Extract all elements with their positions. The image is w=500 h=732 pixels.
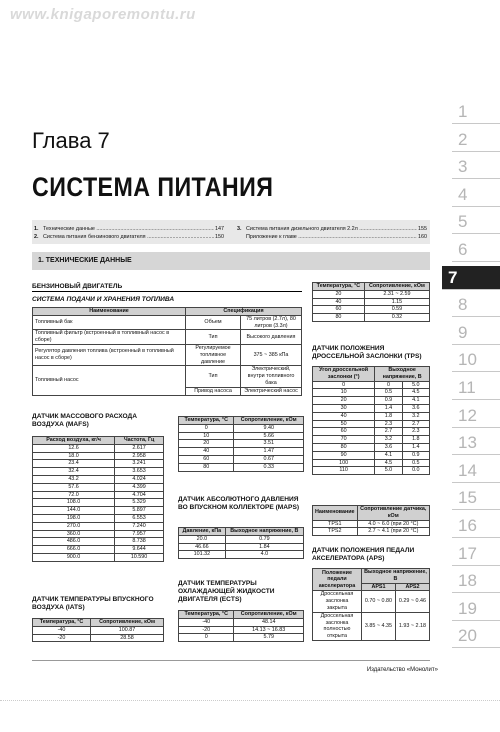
- table-cell: 0.67: [234, 455, 304, 463]
- table-cell: Топливный фильтр (встроенный в топливный насос в сборе): [33, 330, 186, 345]
- table-cell: 3.85 ~ 4.35: [362, 612, 396, 640]
- maps-table: [178, 527, 304, 559]
- table-cell: 0.0: [402, 467, 429, 475]
- table-row: [313, 381, 430, 389]
- table-cell: 100: [313, 459, 375, 467]
- table-cell: 2.958: [115, 452, 164, 460]
- table-cell: 6.553: [115, 514, 164, 522]
- table-cell: 2.7 ~ 4.1 (при 20 °C): [357, 528, 429, 536]
- table-of-contents: [32, 220, 430, 244]
- table-cell: 5.329: [115, 499, 164, 507]
- toc-number: 1.: [34, 226, 39, 232]
- table-row: [33, 491, 164, 499]
- table-cell: Топливный насос: [33, 366, 186, 395]
- table-row: [313, 459, 430, 467]
- toc-page: 150: [215, 234, 224, 240]
- col-header: Температура, °C: [179, 417, 234, 425]
- toc-item[interactable]: [34, 233, 224, 241]
- chapter-label: Глава 7: [32, 128, 110, 153]
- col-header: APS2: [395, 583, 429, 591]
- fuel-supply-table: [32, 307, 302, 396]
- col-header: Выходное напряжение, В: [362, 569, 430, 584]
- aps-table: [312, 568, 430, 641]
- table-cell: 10.590: [115, 553, 164, 561]
- table-cell: 360.0: [33, 530, 115, 538]
- table-cell: 1.4: [402, 443, 429, 451]
- table-row: [33, 553, 164, 561]
- table-cell: 40: [313, 412, 375, 420]
- toc-item[interactable]: [237, 233, 427, 241]
- iats-heading: ДАТЧИК ТЕМПЕРАТУРЫ ВПУСКНОГО ВОЗДУХА (IATS): [32, 596, 154, 611]
- table-cell: 270.0: [33, 522, 115, 530]
- table-row: [179, 463, 304, 471]
- table-cell: 110: [313, 467, 375, 475]
- table-cell: -40: [179, 618, 234, 626]
- table-cell: 144.0: [33, 507, 115, 515]
- table-cell: 0.59: [364, 306, 429, 314]
- table-row: [179, 448, 304, 456]
- table-cell: 4.5: [402, 389, 429, 397]
- toc-page: 147: [215, 226, 224, 232]
- table-row: [313, 451, 430, 459]
- table-cell: 20: [179, 440, 234, 448]
- table-cell: 0: [375, 381, 402, 389]
- table-cell: 0.32: [364, 314, 429, 322]
- col-header: Частота, Гц: [115, 437, 164, 445]
- table-row: [33, 634, 164, 642]
- chapter-tab-9[interactable]: 9: [452, 321, 500, 345]
- chapter-tab-10[interactable]: 10: [452, 348, 500, 372]
- table-cell: -20: [33, 634, 91, 642]
- table-row: [33, 626, 164, 634]
- table-cell: 1.93 ~ 2.18: [395, 612, 429, 640]
- table-cell: 2.617: [115, 444, 164, 452]
- table-cell: 4.1: [402, 397, 429, 405]
- col-header: Угол дроссельной заслонки (°): [313, 367, 375, 382]
- table-cell: 4.399: [115, 483, 164, 491]
- table-row: [313, 420, 430, 428]
- tps-heading: ДАТЧИК ПОЛОЖЕНИЯ ДРОССЕЛЬНОЙ ЗАСЛОНКИ (TPS): [312, 345, 422, 360]
- table-cell: 40: [313, 298, 365, 306]
- table-cell: 2.7: [375, 428, 402, 436]
- chapter-tab-1[interactable]: 1: [452, 100, 500, 124]
- table-cell: 4.0: [225, 551, 303, 559]
- col-header: Сопротивление датчика, кОм: [357, 506, 429, 521]
- table-cell: 108.0: [33, 499, 115, 507]
- table-cell: 1.8: [375, 412, 402, 420]
- table-cell: 4.024: [115, 475, 164, 483]
- table-cell: 0.79: [225, 535, 303, 543]
- table-cell: 20.0: [179, 535, 226, 543]
- table-cell: 60: [179, 455, 234, 463]
- table-cell: 900.0: [33, 553, 115, 561]
- table-row: [179, 543, 304, 551]
- table-cell: TPS2: [313, 528, 358, 536]
- chapter-tab-7[interactable]: 7: [442, 266, 500, 290]
- table-row: [313, 591, 430, 612]
- table-cell: 0.9: [402, 451, 429, 459]
- table-cell: Высокого давления: [241, 330, 302, 345]
- chapter-tab-6[interactable]: 6: [452, 238, 500, 262]
- table-row: [33, 366, 302, 387]
- table-row: [179, 634, 304, 642]
- table-row: [33, 507, 164, 515]
- table-cell: 2.3: [402, 428, 429, 436]
- section-title: 1. ТЕХНИЧЕСКИЕ ДАННЫЕ: [38, 257, 132, 264]
- col-header: Температура, °C: [33, 619, 91, 627]
- temperature-resistance-table-right: [312, 282, 430, 322]
- table-row: [179, 455, 304, 463]
- table-cell: 375 ~ 385 кПа: [241, 344, 302, 365]
- table-cell: 23.4: [33, 460, 115, 468]
- col-header: Сопротивление, кОм: [234, 611, 304, 619]
- mafs-heading: ДАТЧИК МАССОВОГО РАСХОДА ВОЗДУХА (MAFS): [32, 413, 137, 428]
- toc-text: Технические данные .....: [43, 225, 214, 233]
- table-row: [179, 626, 304, 634]
- table-cell: Регулятор давления топлива (встроенный в топливный насос в сборе): [33, 344, 186, 365]
- table-cell: TPS1: [313, 520, 358, 528]
- table-cell: 5.79: [234, 634, 304, 642]
- table-row: [313, 298, 430, 306]
- chapter-tab-16[interactable]: 16: [452, 514, 500, 538]
- table-cell: 4.704: [115, 491, 164, 499]
- toc-number: 3.: [237, 226, 242, 232]
- chapter-tab-20[interactable]: 20: [452, 624, 500, 648]
- mafs-table: [32, 436, 164, 562]
- table-cell: Топливный бак: [33, 315, 186, 330]
- maps-heading: ДАТЧИК АБСОЛЮТНОГО ДАВЛЕНИЯ ВО ВПУСКНОМ КОЛЛЕКТОРЕ (MAPS): [178, 496, 300, 511]
- table-row: [313, 528, 430, 536]
- table-row: [33, 444, 164, 452]
- table-cell: 32.4: [33, 468, 115, 476]
- toc-number: 2.: [34, 234, 39, 240]
- petrol-engine-heading: БЕНЗИНОВЫЙ ДВИГАТЕЛЬ: [32, 283, 302, 292]
- col-header: Положение педали акселератора: [313, 569, 362, 591]
- table-cell: 10: [313, 389, 375, 397]
- table-row: [33, 483, 164, 491]
- table-cell: Регулируемое топливное давление: [186, 344, 241, 365]
- table-cell: 30: [313, 404, 375, 412]
- table-cell: 2.31 ~ 2.59: [364, 290, 429, 298]
- section-header: [32, 252, 430, 270]
- table-row: [313, 436, 430, 444]
- table-row: [33, 468, 164, 476]
- table-cell: Дроссельная заслонка закрыта: [313, 591, 362, 612]
- col-header: Температура, °C: [179, 611, 234, 619]
- table-row: [179, 440, 304, 448]
- temperature-resistance-table: [178, 416, 304, 472]
- ects-table: [178, 610, 304, 642]
- table-row: [313, 314, 430, 322]
- tps-resistance-table: [312, 505, 430, 536]
- table-row: [313, 404, 430, 412]
- chapter-tab-15[interactable]: 15: [452, 486, 500, 510]
- table-row: [313, 397, 430, 405]
- table-row: [313, 389, 430, 397]
- table-cell: 3.6: [402, 404, 429, 412]
- table-cell: 486.0: [33, 538, 115, 546]
- table-cell: 0: [179, 424, 234, 432]
- table-cell: 5.897: [115, 507, 164, 515]
- table-cell: 0.5: [375, 389, 402, 397]
- toc-number: [237, 233, 246, 241]
- table-cell: 7.957: [115, 530, 164, 538]
- table-row: [313, 520, 430, 528]
- table-cell: 60: [313, 306, 365, 314]
- chapter-tab-18[interactable]: 18: [452, 569, 500, 593]
- table-cell: 3.2: [402, 412, 429, 420]
- table-cell: 5.66: [234, 432, 304, 440]
- table-cell: 4.5: [375, 459, 402, 467]
- table-cell: 18.0: [33, 452, 115, 460]
- table-cell: 0: [179, 634, 234, 642]
- table-row: [313, 612, 430, 640]
- table-cell: 14.13 ~ 16.83: [234, 626, 304, 634]
- table-row: [33, 344, 302, 365]
- table-cell: 1.84: [225, 543, 303, 551]
- chapter-tab-12[interactable]: 12: [452, 404, 500, 428]
- tps-table: [312, 366, 430, 475]
- table-cell: 0.9: [375, 397, 402, 405]
- toc-text: Система питания дизельного двигателя 2.2л .....: [246, 225, 417, 233]
- table-cell: 666.0: [33, 546, 115, 554]
- table-cell: 3.241: [115, 460, 164, 468]
- table-cell: 8.738: [115, 538, 164, 546]
- table-cell: 46.66: [179, 543, 226, 551]
- table-row: [179, 618, 304, 626]
- footer-divider: [32, 660, 430, 661]
- chapter-tab-19[interactable]: 19: [452, 597, 500, 621]
- table-cell: Привод насоса: [186, 387, 241, 395]
- toc-item[interactable]: [237, 225, 427, 233]
- table-cell: 198.0: [33, 514, 115, 522]
- table-row: [313, 290, 430, 298]
- table-row: [33, 546, 164, 554]
- table-cell: 4.0 ~ 6.0 (при 20 °C): [357, 520, 429, 528]
- table-cell: Электрический насос: [241, 387, 302, 395]
- table-cell: 43.2: [33, 475, 115, 483]
- table-row: [313, 428, 430, 436]
- table-cell: 80: [313, 443, 375, 451]
- table-cell: 5.0: [402, 381, 429, 389]
- table-cell: 1.15: [364, 298, 429, 306]
- table-cell: 50: [313, 420, 375, 428]
- table-row: [179, 551, 304, 559]
- col-header: Расход воздуха, кг/ч: [33, 437, 115, 445]
- table-cell: 4.1: [375, 451, 402, 459]
- table-row: [313, 306, 430, 314]
- chapter-tab-17[interactable]: 17: [452, 542, 500, 566]
- table-cell: 2.3: [375, 420, 402, 428]
- table-cell: 7.240: [115, 522, 164, 530]
- chapter-tab-3[interactable]: 3: [452, 155, 500, 179]
- table-cell: 1.47: [234, 448, 304, 456]
- chapter-tab-14[interactable]: 14: [452, 459, 500, 483]
- table-row: [33, 522, 164, 530]
- table-cell: Тип: [186, 366, 241, 387]
- col-header: Сопротивление, кОм: [364, 283, 429, 291]
- table-cell: 1.4: [375, 404, 402, 412]
- table-cell: 0.33: [234, 463, 304, 471]
- chapter-tab-11[interactable]: 11: [452, 376, 500, 400]
- table-cell: 20: [313, 397, 375, 405]
- table-cell: 0.70 ~ 0.80: [362, 591, 396, 612]
- col-header: Наименование: [313, 506, 358, 521]
- table-cell: 57.6: [33, 483, 115, 491]
- table-cell: 101.32: [179, 551, 226, 559]
- col-header: Выходное напряжение, В: [225, 528, 303, 536]
- table-row: [33, 530, 164, 538]
- table-cell: 10: [179, 432, 234, 440]
- table-cell: 3.653: [115, 468, 164, 476]
- table-cell: 80: [313, 314, 365, 322]
- table-cell: 2.7: [402, 420, 429, 428]
- table-cell: Объем: [186, 315, 241, 330]
- toc-item[interactable]: [34, 225, 224, 233]
- table-row: [313, 412, 430, 420]
- table-row: [33, 452, 164, 460]
- table-cell: 70: [313, 436, 375, 444]
- ects-heading: ДАТЧИК ТЕМПЕРАТУРЫ ОХЛАЖДАЮЩЕЙ ЖИДКОСТИ ДВИГАТЕЛЯ (ECTS): [178, 580, 275, 603]
- col-header: APS1: [362, 583, 396, 591]
- col-header: Спецификация: [186, 308, 302, 316]
- table-row: [33, 315, 302, 330]
- chapter-tab-8[interactable]: 8: [452, 293, 500, 317]
- col-header: Температура, °C: [313, 283, 365, 291]
- table-cell: 100.87: [91, 626, 164, 634]
- table-cell: 28.58: [91, 634, 164, 642]
- table-row: [33, 475, 164, 483]
- table-cell: 80: [179, 463, 234, 471]
- col-header: Давление, кПа: [179, 528, 226, 536]
- publisher-footer: Издательство «Монолит»: [366, 667, 438, 673]
- chapter-tab-4[interactable]: 4: [452, 183, 500, 207]
- aps-heading: ДАТЧИК ПОЛОЖЕНИЯ ПЕДАЛИ АКСЕЛЕРАТОРА (APS): [312, 547, 415, 562]
- table-cell: 0: [313, 381, 375, 389]
- table-cell: 40: [179, 448, 234, 456]
- table-cell: 0.29 ~ 0.46: [395, 591, 429, 612]
- toc-text: Система питания бензинового двигателя .....: [43, 233, 214, 241]
- table-cell: 9.40: [234, 424, 304, 432]
- table-cell: 3.2: [375, 436, 402, 444]
- bottom-rule: [0, 700, 500, 701]
- table-cell: 72.0: [33, 491, 115, 499]
- table-cell: Тип: [186, 330, 241, 345]
- table-row: [179, 432, 304, 440]
- table-row: [179, 424, 304, 432]
- table-cell: 1.8: [402, 436, 429, 444]
- table-row: [313, 443, 430, 451]
- chapter-tab-2[interactable]: 2: [452, 128, 500, 152]
- table-cell: -40: [33, 626, 91, 634]
- table-cell: 48.14: [234, 618, 304, 626]
- table-row: [33, 514, 164, 522]
- site-watermark: www.knigaporemontu.ru: [10, 6, 196, 23]
- table-row: [33, 499, 164, 507]
- table-cell: 9.644: [115, 546, 164, 554]
- table-row: [33, 538, 164, 546]
- toc-text: Приложение к главе .....: [246, 233, 417, 241]
- col-header: Выходное напряжение, В: [375, 367, 430, 382]
- table-row: [313, 467, 430, 475]
- table-cell: 12.6: [33, 444, 115, 452]
- table-row: [33, 330, 302, 345]
- chapter-tab-5[interactable]: 5: [452, 210, 500, 234]
- table-cell: 20: [313, 290, 365, 298]
- table-cell: 5.0: [375, 467, 402, 475]
- table-cell: 90: [313, 451, 375, 459]
- iats-table: [32, 618, 164, 642]
- page-title: СИСТЕМА ПИТАНИЯ: [32, 172, 274, 202]
- table-row: [179, 535, 304, 543]
- col-header: Наименование: [33, 308, 186, 316]
- table-row: [33, 460, 164, 468]
- toc-page: 160: [418, 234, 427, 240]
- table-cell: 75 литров (2.7л), 80 литров (3.3л): [241, 315, 302, 330]
- table-cell: 60: [313, 428, 375, 436]
- chapter-tab-13[interactable]: 13: [452, 431, 500, 455]
- table-cell: Электрический, внутри топливного бака: [241, 366, 302, 387]
- table-cell: -20: [179, 626, 234, 634]
- toc-page: 155: [418, 226, 427, 232]
- table-cell: 3.51: [234, 440, 304, 448]
- fuel-supply-heading: СИСТЕМА ПОДАЧИ И ХРАНЕНИЯ ТОПЛИВА: [32, 296, 175, 303]
- col-header: Сопротивление, кОм: [91, 619, 164, 627]
- col-header: Сопротивление, кОм: [234, 417, 304, 425]
- table-cell: 0.5: [402, 459, 429, 467]
- table-cell: Дроссельная заслонка полностью открыта: [313, 612, 362, 640]
- table-cell: 3.6: [375, 443, 402, 451]
